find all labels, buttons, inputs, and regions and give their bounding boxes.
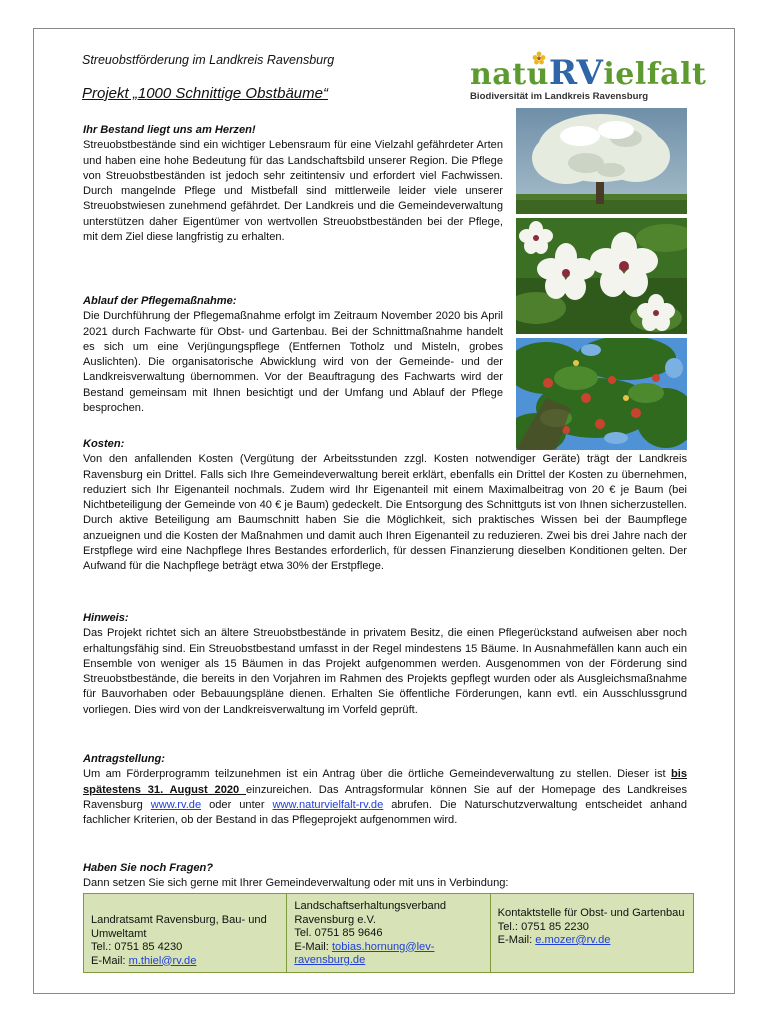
- section-heading: Hinweis:: [83, 612, 129, 624]
- contact-landratsamt: [84, 894, 286, 972]
- naturvielfalt-website-link[interactable]: www.naturvielfalt-rv.de: [272, 798, 384, 811]
- section-body: Streuobstbestände sind ein wichtiger Lebensraum für eine Vielzahl gefährdeter Arten und haben eine hohe Bedeutung für das Landschaftsbild unserer Region. Die Pflege von Streuobstbeständen ist jedoch sehr zeitintensiv und erfordert viel Fachwissen. Durch mangelnde Pflege und Mistbefall sind mittlerweile leider viele unserer Streuobstwiesen zunehmend gefährdet. Der Landkreis und die Gemeindeverwaltung unterstützen daher Eigentümer von wertvollen Streuobstbeständen bei der Pflege, mit dem Ziel diese langfristig zu erhalten.: [83, 139, 503, 244]
- section-heading: Kosten:: [83, 438, 125, 450]
- section-body: Die Durchführung der Pflegemaßnahme erfolgt im Zeitraum November 2020 bis April 2021 durch Fachwarte für Obst- und Gartenbau. Bei der Schnittmaßnahme handelt es sich um eine Verjüngungspflege (Entfernen Totholz und Misteln, grobes Auslichten). Die organisatorische Abwicklung wird von der Gemeinde- und der Landkreisverwaltung übernommen. Vor der Beauftragung des Fachwarts wird der Bestand gemeinsam mit Ihnen besichtigt und der Umfang und Ablauf der Pflege besprochen.: [83, 310, 503, 415]
- email-link[interactable]: m.thiel@rv.de: [128, 954, 197, 967]
- section-heading: Haben Sie noch Fragen?: [83, 862, 214, 874]
- section-antragstellung: [83, 752, 687, 828]
- naturvielfalt-logo: [470, 53, 707, 107]
- contact-email-row: E-Mail: m.thiel@rv.de: [91, 954, 197, 967]
- section-kosten: [83, 437, 687, 575]
- antrag-text-2: einzureichen. Das Antragsformular können Sie auf der Homepage des Landkreises Ravensburg: [83, 783, 688, 811]
- header-subtitle: Streuobstförderung im Landkreis Ravensburg: [82, 53, 335, 67]
- contact-org: Landschaftserhaltungsverband Ravensburg e.V.: [294, 900, 447, 926]
- section-ablauf: [83, 294, 503, 416]
- contact-tel: Tel.: 0751 85 2230: [497, 920, 589, 933]
- contact-org: Landratsamt Ravensburg, Bau- und Umweltamt: [91, 914, 267, 940]
- section-fragen: [83, 861, 687, 892]
- section-hinweis: [83, 611, 687, 718]
- section-heading: Antragstellung:: [83, 753, 165, 765]
- section-body: [83, 767, 687, 828]
- apple-tree-photo: [516, 338, 687, 450]
- contact-email-row: E-Mail: tobias.hornung@lev-ravensburg.de: [294, 940, 435, 966]
- contact-email-row: E-Mail: e.mozer@rv.de: [497, 934, 611, 946]
- email-link[interactable]: tobias.hornung@lev-ravensburg.de: [294, 940, 435, 966]
- blossoming-tree-photo: [516, 108, 687, 214]
- section-body: Dann setzen Sie sich gerne mit Ihrer Gemeindeverwaltung oder mit uns in Verbindung:: [83, 877, 509, 890]
- contact-landschaftserhaltungsverband: [286, 894, 489, 972]
- contact-tel: Tel.: 0751 85 4230: [91, 941, 183, 953]
- antrag-text-4: abrufen. Die Naturschutzverwaltung entscheidet anhand fachlicher Kriterien, ob der Bestand in das Pflegeprojekt aufgenommen wird.: [83, 798, 687, 827]
- section-body: Das Projekt richtet sich an ältere Streuobstbestände in privatem Besitz, die einen Pflegerückstand aufweisen aber noch erhaltungsfähig sind. Ein Streuobstbestand umfasst in der Regel mindestens 15 Bäume. In Ausnahmefällen kann auch ein Ensemble von weniger als 15 Bäumen in das Projekt aufgenommen werden. Ausgenommen von der Förderung sind Streuobstbestände, die bereits in den Vorjahren im Rahmen des Projekts gepflegt wurden oder als Ausgleichsmaßnahme für Bauvorhaben oder Bebauungspläne dienen. Erhalten Sie öffentliche Förderungen, kann evtl. ein Ausschlussgrund vorliegen. Dies wird von der Landkreisverwaltung im Vorfeld geprüft.: [83, 627, 687, 716]
- logo-tagline: Biodiversität im Landkreis Ravensburg: [470, 91, 649, 102]
- email-link[interactable]: e.mozer@rv.de: [535, 934, 611, 946]
- deadline-text: bis spätestens 31. August 2020: [83, 768, 687, 796]
- rv-website-link[interactable]: www.rv.de: [150, 798, 202, 811]
- section-bestand: [83, 123, 503, 245]
- section-heading: Ablauf der Pflegemaßnahme:: [83, 295, 237, 307]
- page-title: Projekt „1000 Schnittige Obstbäume“: [82, 85, 328, 102]
- contact-org: Kontaktstelle für Obst- und Gartenbau: [497, 907, 685, 919]
- contacts-table: [83, 893, 694, 973]
- antrag-text-3: oder unter: [201, 798, 273, 811]
- section-heading: Ihr Bestand liegt uns am Herzen!: [83, 124, 256, 136]
- section-body: Von den anfallenden Kosten (Vergütung der Arbeitsstunden zzgl. Kosten notwendiger Geräte) trägt der Landkreis Ravensburg ein Drittel. Falls sich Ihre Gemeindeverwaltung bereit erklärt, ebenfalls ein Drittel der Kosten zu übernehmen, reduziert sich Ihr Eigenanteil nochmals. Zudem wird Ihr Eigenanteil mit einem Maximalbeitrag von 20 € je Baum (bei Nichtbeteiligung der Gemeinde von 40 € je Baum) gedeckelt. Die Entsorgung des Schnittguts ist von Ihnen sicherzustellen. Durch aktive Beteiligung am Baumschnitt haben Sie die Möglichkeit, sich praktisches Wissen bei der Baumpflege anzueignen und die Kosten der Maßnahmen und damit auch Ihren Eigenanteil zu reduzieren. Zwei bis drei Jahre nach der Erstpflege wird eine Nachpflege Ihres Bestandes erforderlich, für dessen Finanzierung dieselben Konditionen gelten. Der Aufwand für die Nachpflege beträgt etwa 30% der Erstpflege.: [83, 453, 687, 573]
- contact-obst-gartenbau: [490, 894, 693, 972]
- pear-blossom-photo: [516, 218, 687, 334]
- antrag-text-1: Um am Förderprogramm teilzunehmen ist ein Antrag über die örtliche Gemeindeverwaltung zu stellen. Dieser ist: [83, 768, 671, 781]
- contact-tel: Tel. 0751 85 9646: [294, 927, 383, 939]
- logo-wordmark: natuRVielfalt: [470, 53, 707, 93]
